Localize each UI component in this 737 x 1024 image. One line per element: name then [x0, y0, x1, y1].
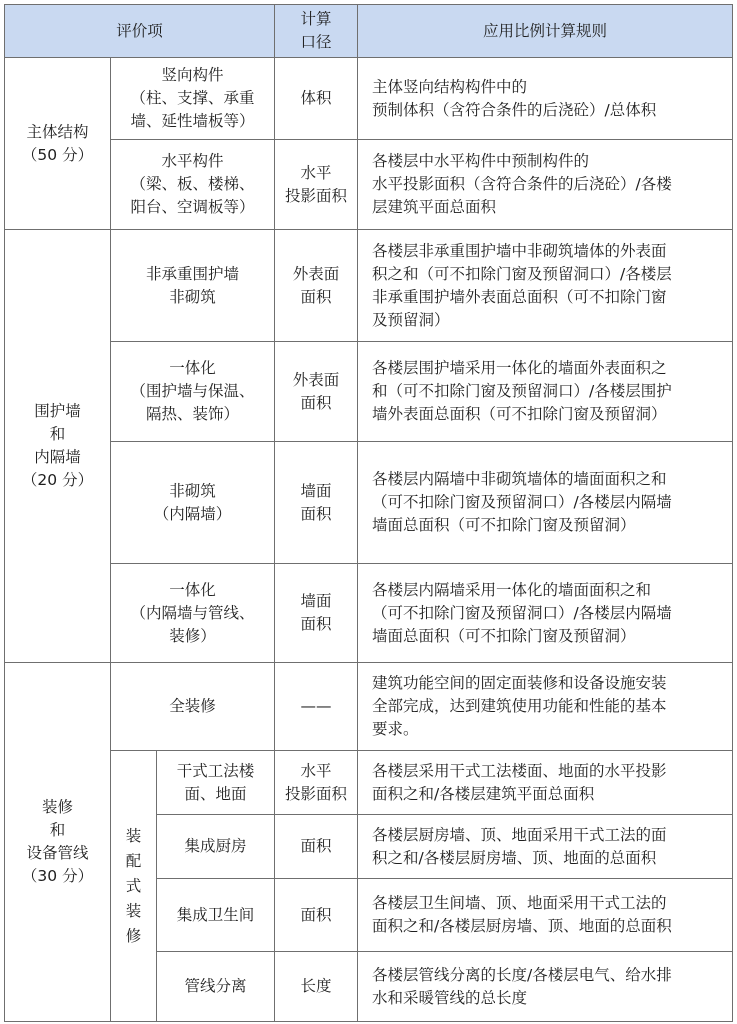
- table-row: [5, 564, 733, 663]
- rule-cell: 主体竖向结构构件中的 预制体积（含符合条件的后浇砼）/总体积: [358, 58, 733, 140]
- table-row: [5, 58, 733, 140]
- sub-item: 管线分离: [157, 952, 275, 1022]
- rule-cell: 各楼层厨房墙、顶、地面采用干式工法的面 积之和/各楼层厨房墙、顶、地面的总面积: [358, 815, 733, 879]
- table-row: [5, 342, 733, 442]
- sub-item: 集成卫生间: [157, 879, 275, 952]
- sub-item: 集成厨房: [157, 815, 275, 879]
- prefab-decoration-label: 装 配 式 装 修: [111, 751, 157, 1022]
- table-row: [5, 663, 733, 751]
- table-row: [5, 140, 733, 230]
- table-row: [5, 751, 733, 815]
- sub-item: 非承重围护墙 非砌筑: [111, 230, 275, 342]
- table-row: [5, 230, 733, 342]
- scope-cell: 墙面 面积: [275, 442, 358, 564]
- rule-cell: 各楼层管线分离的长度/各楼层电气、给水排 水和采暖管线的总长度: [358, 952, 733, 1022]
- scope-cell: 墙面 面积: [275, 564, 358, 663]
- sub-item: 一体化 （围护墙与保温、 隔热、装饰）: [111, 342, 275, 442]
- scope-cell: 水平 投影面积: [275, 751, 358, 815]
- rule-cell: 各楼层卫生间墙、顶、地面采用干式工法的 面积之和/各楼层厨房墙、顶、地面的总面积: [358, 879, 733, 952]
- scope-cell: ——: [275, 663, 358, 751]
- scope-cell: 体积: [275, 58, 358, 140]
- rule-cell: 各楼层采用干式工法楼面、地面的水平投影 面积之和/各楼层建筑平面总面积: [358, 751, 733, 815]
- scope-cell: 面积: [275, 879, 358, 952]
- group-name: 装修 和 设备管线 （30 分）: [5, 663, 111, 1022]
- scope-cell: 面积: [275, 815, 358, 879]
- sub-item: 水平构件 （梁、板、楼梯、 阳台、空调板等）: [111, 140, 275, 230]
- header-scope: 计算 口径: [275, 5, 358, 58]
- scope-cell: 长度: [275, 952, 358, 1022]
- rule-cell: 各楼层非承重围护墙中非砌筑墙体的外表面 积之和（可不扣除门窗及预留洞口）/各楼层 非承重围护墙外表面总面积（可不扣除门窗 及预留洞）: [358, 230, 733, 342]
- scope-cell: 水平 投影面积: [275, 140, 358, 230]
- sub-item: 干式工法楼 面、地面: [157, 751, 275, 815]
- evaluation-table: [4, 4, 733, 1022]
- table-row: [5, 442, 733, 564]
- scope-cell: 外表面 面积: [275, 342, 358, 442]
- rule-cell: 各楼层围护墙采用一体化的墙面外表面积之 和（可不扣除门窗及预留洞口）/各楼层围护 墙外表面总面积（可不扣除门窗及预留洞）: [358, 342, 733, 442]
- rule-cell: 建筑功能空间的固定面装修和设备设施安装 全部完成，达到建筑使用功能和性能的基本 要求。: [358, 663, 733, 751]
- group-name: 围护墙 和 内隔墙 （20 分）: [5, 230, 111, 663]
- header-rule: 应用比例计算规则: [358, 5, 733, 58]
- sub-item: 非砌筑 （内隔墙）: [111, 442, 275, 564]
- table-header-row: [5, 5, 733, 58]
- header-item: 评价项: [5, 5, 275, 58]
- group-name: 主体结构 （50 分）: [5, 58, 111, 230]
- scope-cell: 外表面 面积: [275, 230, 358, 342]
- rule-cell: 各楼层内隔墙采用一体化的墙面面积之和 （可不扣除门窗及预留洞口）/各楼层内隔墙 墙面总面积（可不扣除门窗及预留洞）: [358, 564, 733, 663]
- sub-item: 竖向构件 （柱、支撑、承重 墙、延性墙板等）: [111, 58, 275, 140]
- sub-item: 全装修: [111, 663, 275, 751]
- rule-cell: 各楼层中水平构件中预制构件的 水平投影面积（含符合条件的后浇砼）/各楼 层建筑平面总面积: [358, 140, 733, 230]
- rule-cell: 各楼层内隔墙中非砌筑墙体的墙面面积之和 （可不扣除门窗及预留洞口）/各楼层内隔墙 墙面总面积（可不扣除门窗及预留洞）: [358, 442, 733, 564]
- sub-item: 一体化 （内隔墙与管线、 装修）: [111, 564, 275, 663]
